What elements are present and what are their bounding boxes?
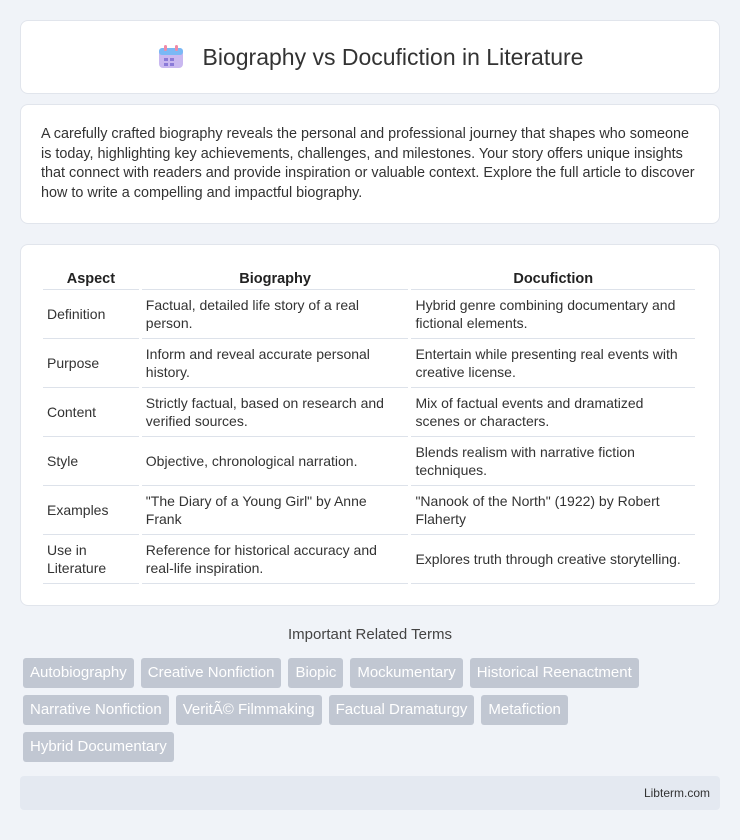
- docufiction-cell: "Nanook of the North" (1922) by Robert Flaherty: [411, 486, 695, 535]
- tag-hybrid-documentary[interactable]: Hybrid Documentary: [23, 732, 174, 762]
- table-row: [43, 388, 695, 437]
- table-row: [43, 290, 695, 339]
- docufiction-cell: Entertain while presenting real events with creative license.: [411, 339, 695, 388]
- biography-cell: Objective, chronological narration.: [142, 437, 409, 486]
- biography-cell: "The Diary of a Young Girl" by Anne Frank: [142, 486, 409, 535]
- footer-link[interactable]: Libterm.com: [643, 786, 710, 800]
- docufiction-cell: Explores truth through creative storytelling.: [411, 535, 695, 584]
- biography-cell: Inform and reveal accurate personal history.: [142, 339, 409, 388]
- docufiction-cell: Hybrid genre combining documentary and fictional elements.: [411, 290, 695, 339]
- comparison-table-card: [20, 244, 720, 606]
- header-aspect: Aspect: [43, 265, 139, 290]
- table-row: [43, 437, 695, 486]
- aspect-cell: Style: [43, 437, 139, 486]
- related-terms-title: Important Related Terms: [288, 626, 452, 643]
- page-title: Biography vs Docufiction in Literature: [202, 43, 584, 70]
- tag-narrative-nonfiction[interactable]: Narrative Nonfiction: [23, 695, 169, 725]
- comparison-table: [40, 265, 698, 584]
- aspect-cell: Examples: [43, 486, 139, 535]
- aspect-cell: Content: [43, 388, 139, 437]
- tag-biopic[interactable]: Biopic: [288, 658, 343, 688]
- aspect-cell: Use in Literature: [43, 535, 139, 584]
- table-row: [43, 535, 695, 584]
- biography-cell: Reference for historical accuracy and real-life inspiration.: [142, 535, 409, 584]
- tag-mockumentary[interactable]: Mockumentary: [350, 658, 462, 688]
- header: [157, 44, 584, 71]
- intro-card: [20, 104, 720, 224]
- biography-cell: Strictly factual, based on research and verified sources.: [142, 388, 409, 437]
- header-biography: Biography: [142, 265, 409, 290]
- header-docufiction: Docufiction: [411, 265, 695, 290]
- tag-verite-filmmaking[interactable]: VeritÃ© Filmmaking: [176, 695, 322, 725]
- aspect-cell: Definition: [43, 290, 139, 339]
- tag-autobiography[interactable]: Autobiography: [23, 658, 134, 688]
- table-row: [43, 339, 695, 388]
- tag-metafiction[interactable]: Metafiction: [481, 695, 568, 725]
- docufiction-cell: Mix of factual events and dramatized scenes or characters.: [411, 388, 695, 437]
- calendar-icon: [157, 44, 185, 70]
- related-terms-list: [23, 658, 713, 762]
- tag-factual-dramaturgy[interactable]: Factual Dramaturgy: [329, 695, 475, 725]
- table-row: [43, 486, 695, 535]
- footer: [20, 776, 720, 810]
- aspect-cell: Purpose: [43, 339, 139, 388]
- tag-creative-nonfiction[interactable]: Creative Nonfiction: [141, 658, 282, 688]
- docufiction-cell: Blends realism with narrative fiction techniques.: [411, 437, 695, 486]
- table-header-row: [43, 265, 695, 290]
- header-card: [20, 20, 720, 94]
- intro-text: A carefully crafted biography reveals the personal and professional journey that shapes who someone is today, highlighting key achievements, challenges, and milestones. Your story offers unique insights that connect with readers and provide inspiration or valuable context. Explore the full article to discover how to write a compelling and impactful biography.: [41, 126, 695, 201]
- tag-historical-reenactment[interactable]: Historical Reenactment: [470, 658, 639, 688]
- biography-cell: Factual, detailed life story of a real person.: [142, 290, 409, 339]
